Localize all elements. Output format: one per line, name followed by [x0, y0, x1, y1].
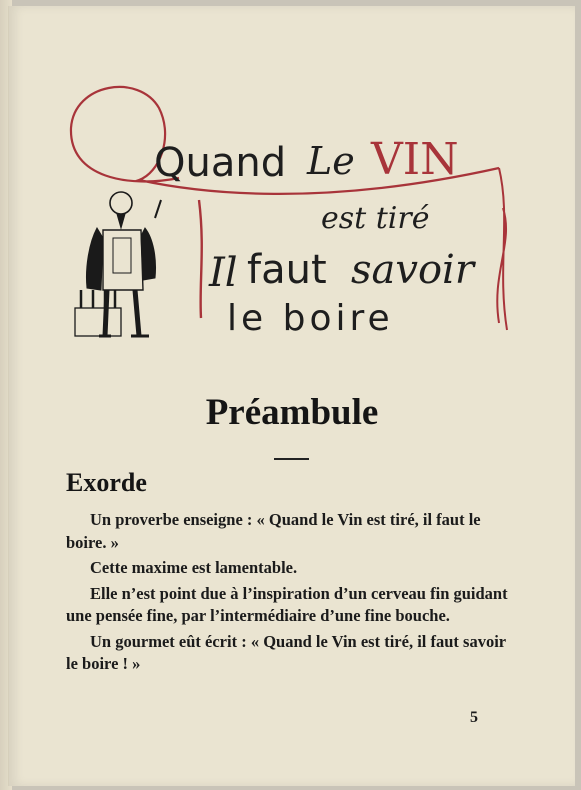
il-stroke [199, 200, 202, 318]
title-divider [274, 458, 309, 460]
body-text [66, 509, 511, 679]
page-title: Préambule [205, 392, 379, 433]
paragraph: Un gourmet eût écrit : « Quand le Vin est tiré, il faut savoir le boire ! » [66, 631, 506, 673]
heading-le-boire: le boire [227, 298, 394, 339]
waiter-illustration [75, 192, 161, 336]
heading-il: Il [209, 250, 238, 296]
heading-est-tire: est tiré [321, 201, 430, 236]
heading-faut: faut [247, 247, 327, 293]
heading-savoir: savoir [351, 247, 474, 293]
paragraph: Un proverbe enseigne : « Quand le Vin est tiré, il faut le boire. » [66, 510, 481, 552]
paragraph: Cette maxime est lamentable. [90, 558, 298, 577]
illustrated-heading [59, 68, 529, 353]
heading-vin: VIN [371, 134, 459, 185]
heading-le: Le [307, 139, 355, 183]
section-heading: Exorde [66, 468, 147, 497]
heading-quand: Quand [154, 140, 287, 186]
right-swash [497, 168, 507, 330]
book-page [8, 6, 575, 786]
page-number: 5 [470, 709, 478, 726]
paragraph: Elle n’est point due à l’inspiration d’un cerveau fin guidant une pensée fine, par l’intermédiaire d’une fine bouche. [66, 583, 508, 625]
